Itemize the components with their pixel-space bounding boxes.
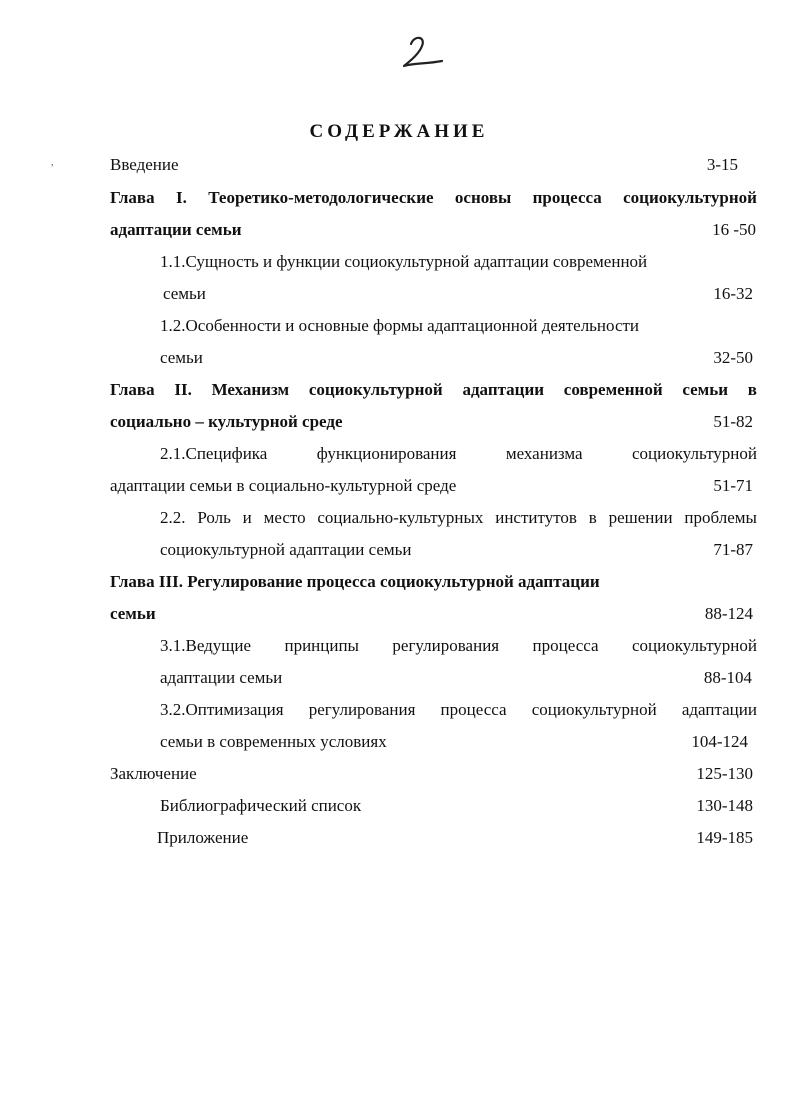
page-title: СОДЕРЖАНИЕ bbox=[309, 121, 489, 142]
toc-appendix-label: Приложение bbox=[157, 828, 249, 847]
toc-chapter-2-line1: Глава II. Механизм социокультурной адаптации современной семьи в bbox=[110, 380, 757, 399]
toc-conclusion-pages: 125-130 bbox=[696, 764, 753, 783]
toc-section-1-2-line1: 1.2.Особенности и основные формы адаптационной деятельности bbox=[160, 316, 640, 335]
toc-section-2-1-pages: 51-71 bbox=[713, 476, 753, 495]
toc-section-2-2-line1: 2.2. Роль и место социально-культурных институтов в решении проблемы bbox=[160, 508, 757, 527]
toc-appendix-pages: 149-185 bbox=[696, 828, 753, 847]
toc-section-3-2-line1: 3.2.Оптимизация регулирования процесса социокультурной адаптации bbox=[160, 700, 757, 719]
toc-chapter-2-line2: социально – культурной среде bbox=[110, 412, 343, 431]
toc-section-1-2-line2: семьи bbox=[160, 348, 203, 367]
toc-section-3-1-line1: 3.1.Ведущие принципы регулирования процесса социокультурной bbox=[160, 636, 757, 655]
toc-bibliography-label: Библиографический список bbox=[160, 796, 362, 815]
toc-section-2-1-line1: 2.1.Специфика функционирования механизма социокультурной bbox=[160, 444, 757, 463]
toc-intro-pages: 3-15 bbox=[706, 155, 738, 174]
toc-chapter-2-pages: 51-82 bbox=[713, 412, 753, 431]
toc-section-3-2-line2: семьи в современных условиях bbox=[160, 732, 387, 751]
toc-intro-label: Введение bbox=[110, 155, 179, 174]
scan-mark: , bbox=[51, 157, 54, 168]
toc-chapter-1-pages: 16 -50 bbox=[712, 220, 756, 239]
toc-section-2-1-line2: адаптации семьи в социально-культурной среде bbox=[110, 476, 457, 495]
toc-section-1-2-pages: 32-50 bbox=[713, 348, 753, 367]
toc-section-2-2-line2: социокультурной адаптации семьи bbox=[160, 540, 412, 559]
toc-section-3-1-pages: 88-104 bbox=[703, 668, 752, 687]
toc-section-1-1-line2: семьи bbox=[163, 284, 206, 303]
toc-conclusion-label: Заключение bbox=[110, 764, 197, 783]
toc-chapter-1-line1: Глава I. Теоретико-методологические основы процесса социокультурной bbox=[110, 188, 757, 207]
toc-bibliography-pages: 130-148 bbox=[696, 796, 753, 815]
toc-section-3-2-pages: 104-124 bbox=[691, 732, 748, 751]
toc-chapter-1-line2: адаптации семьи bbox=[110, 220, 242, 239]
toc-section-2-2-pages: 71-87 bbox=[713, 540, 753, 559]
toc-chapter-3-line2: семьи bbox=[110, 604, 156, 623]
toc-section-1-1-pages: 16-32 bbox=[713, 284, 753, 303]
handwritten-page-number bbox=[400, 30, 450, 72]
toc-section-3-1-line2: адаптации семьи bbox=[160, 668, 283, 687]
toc-chapter-3-line1: Глава III. Регулирование процесса социокультурной адаптации bbox=[110, 572, 600, 591]
handwritten-numeral-two bbox=[400, 30, 450, 72]
toc-section-1-1-line1: 1.1.Сущность и функции социокультурной адаптации современной bbox=[160, 252, 648, 271]
toc-chapter-3-pages: 88-124 bbox=[704, 604, 753, 623]
